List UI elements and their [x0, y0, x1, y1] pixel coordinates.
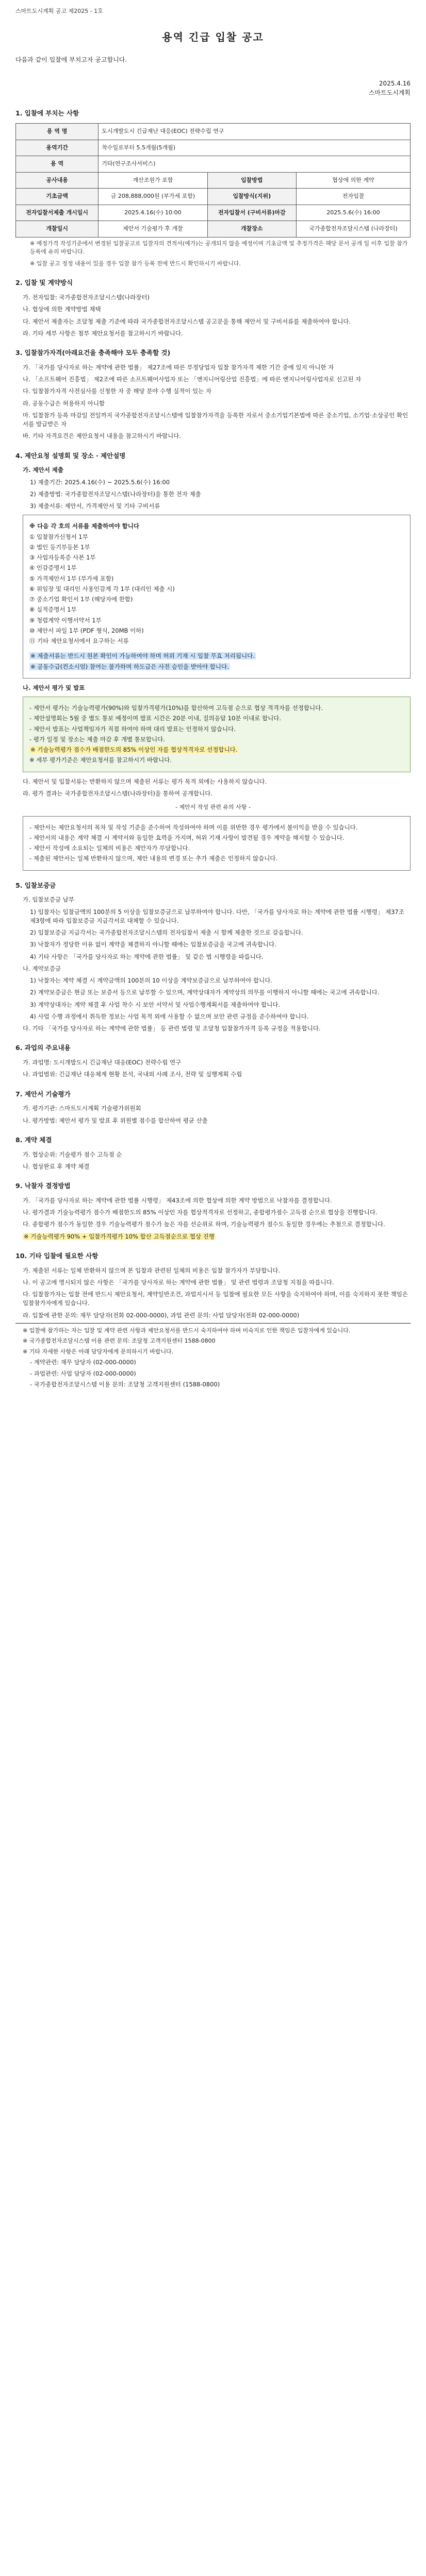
highlight-text: ※ 기술능력평가 90% + 입찰가격평가 10% 합산 고득점순으로 협상 진행 — [24, 1232, 215, 1240]
list-item: 다. 제안서 제출자는 조달청 제출 기준에 따라 국가종합전자조달시스템 공고문을 통해 제안서 및 구비서류를 제출하여야 합니다. — [23, 317, 351, 325]
box-note: ※ 세부 평가기준은 제안요청서를 참고하시기 바랍니다. — [29, 756, 172, 764]
list-item: 나. 평가방법: 제안서 평가 및 발표 후 위원별 점수를 합산하여 평균 산출 — [23, 1116, 208, 1124]
label-cell: 용 역 — [16, 156, 99, 173]
list-item: ⑩ 제안서 파일 1부 (PDF 형식, 20MB 이하) — [29, 626, 144, 634]
list-item: 2) 계약보증금은 현금 또는 보증서 등으로 납부할 수 있으며, 계약상대자가 계약상의 의무를 이행하지 아니할 때에는 국고에 귀속합니다. — [30, 989, 380, 996]
label-cell: 공사내용 — [16, 172, 99, 189]
section-8-title: 8. 계약 체결 — [15, 1136, 52, 1144]
bid-info-table — [15, 123, 411, 238]
required-documents-box — [23, 515, 411, 679]
document-number: 스마트도시계획 공고 제2025 - 1호 — [15, 8, 103, 14]
list-item: 가. 제출된 서류는 일체 반환하지 않으며 본 입찰과 관련된 일체의 비용은 입찰 참가자가 부담합니다. — [23, 1266, 281, 1274]
footer-item: ※ 기타 자세한 사항은 아래 담당자에게 문의하시기 바랍니다. — [23, 1348, 174, 1355]
value-cell: 도시개발도시 긴급재난 대응(EOC) 전략수립 연구 — [99, 124, 411, 140]
caution-title: - 제안서 작성 관련 유의 사항 - — [175, 804, 251, 810]
list-item: 3) 제출서류: 제안서, 가격제안서 및 기타 구비서류 — [30, 502, 160, 510]
list-item: 다. 종합평가 점수가 동일한 경우 기술능력평가 점수가 높은 자를 선순위로 하며, 기술능력평가 점수도 동일한 경우에는 추첨으로 결정합니다. — [23, 1221, 385, 1228]
highlight-text: ※ 제출서류는 반드시 원본 확인이 가능하여야 하며 허위 기재 시 입찰 무효 처리됩니다. — [30, 652, 255, 660]
list-item: - 제안서 평가는 기술능력평가(90%)와 입찰가격평가(10%)를 합산하여 고득점 순으로 협상 적격자를 선정합니다. — [29, 704, 323, 711]
list-item: 4) 사업 수행 과정에서 취득한 정보는 사업 목적 외에 사용할 수 없으며 보안 관련 규정을 준수하여야 합니다. — [30, 1012, 309, 1020]
value-cell: 2025.5.6(수) 16:00 — [296, 205, 410, 221]
highlight-text: ※ 공동수급(컨소시엄) 참여는 불가하며 하도급은 사전 승인을 받아야 합니다. — [30, 663, 229, 670]
list-item: 다. 제안서 및 입찰서류는 반환하지 않으며 제출된 서류는 평가 목적 외에는 사용하지 않습니다. — [23, 777, 267, 785]
value-cell: 국가종합전자조달시스템 (나라장터) — [296, 221, 410, 238]
notice-date: 2025.4.16 — [379, 79, 411, 87]
list-item: 1) 제출기간: 2025.4.16(수) ~ 2025.5.6(수) 16:00 — [30, 478, 170, 486]
box-title: ※ 다음 각 호의 서류를 제출하여야 합니다 — [29, 522, 139, 530]
value-cell: 기타(연구조사서비스) — [99, 156, 411, 173]
list-item: ⑥ 위임장 및 대리인 사용인감계 각 1부 (대리인 제출 시) — [29, 585, 175, 592]
subsection-title: 가. 제안서 제출 — [23, 466, 64, 474]
label-cell: 전자입찰서 (구비서류)마감 — [207, 205, 296, 221]
highlight-text: ※ 기술능력평가 점수가 배점한도의 85% 이상인 자를 협상적격자로 선정합니다. — [30, 746, 238, 753]
list-item: 가. 입찰보증금 납부 — [23, 896, 74, 904]
list-item: ① 입찰참가신청서 1부 — [29, 533, 88, 540]
footer-item: ※ 국가종합전자조달시스템 이용 관련 문의: 조달청 고객지원센터 1588-0800 — [23, 1337, 216, 1345]
list-item: 다. 입찰참가자는 입찰 전에 반드시 제안요청서, 계약일반조건, 과업지시서 등 입찰에 필요한 모든 사항을 숙지하여야 하며, 이를 숙지하지 못한 책임은 입찰참가자에게 있습니다. — [23, 1291, 408, 1307]
table-row — [16, 156, 411, 173]
label-cell: 입찰방식(지위) — [207, 189, 296, 205]
label-cell: 용 역 명 — [16, 124, 99, 140]
label-cell: 개찰장소 — [207, 221, 296, 238]
list-item: 나. 과업범위: 긴급재난 대응체계 현황 분석, 국내외 사례 조사, 전략 및 실행계획 수립 — [23, 1071, 242, 1078]
list-item: 다. 입찰참가자격 사전심사를 신청한 자 중 해당 분야 수행 실적이 있는 자 — [23, 387, 212, 395]
value-cell: 제안서 기술평가 후 개찰 — [99, 221, 207, 238]
list-item: ⑤ 가격제안서 1부 (부가세 포함) — [29, 574, 114, 582]
section-5-title: 5. 입찰보증금 — [15, 881, 56, 889]
list-item: 마. 입찰참가 등록 마감일 전일까지 국가종합전자조달시스템에 입찰참가자격을 등록한 자로서 중소기업기본법에 따른 중소기업, 소기업·소상공인 확인서를 발급받은 자 — [23, 411, 408, 428]
list-item: - 제안설명회는 5월 중 별도 통보 예정이며 발표 시간은 20분 이내, 질의응답 10분 이내로 합니다. — [29, 715, 282, 722]
highlight-note — [29, 663, 404, 671]
table-row — [16, 172, 411, 189]
label-cell: 개찰일시 — [16, 221, 99, 238]
table-note: ※ 입찰 공고 정정 내용이 있을 경우 입찰 참가 등록 전에 반드시 확인하시기 바랍니다. — [30, 260, 241, 267]
list-item: - 제안서는 제안요청서의 목차 및 작성 기준을 준수하여 작성하여야 하며 이를 위반한 경우 평가에서 불이익을 받을 수 있습니다. — [29, 823, 358, 831]
list-item: ③ 사업자등록증 사본 1부 — [29, 554, 96, 561]
list-item: 3) 낙찰자가 정당한 이유 없이 계약을 체결하지 아니할 때에는 입찰보증금을 국고에 귀속합니다. — [30, 941, 276, 948]
value-cell: 2025.4.16(수) 10:00 — [99, 205, 207, 221]
table-row — [16, 124, 411, 140]
notice-title: 용역 긴급 입찰 공고 — [162, 30, 264, 43]
list-item: 나. 계약보증금 — [23, 964, 61, 972]
section-6-title: 6. 과업의 주요내용 — [15, 1044, 71, 1052]
label-cell: 기초금액 — [16, 189, 99, 205]
list-item: 나. 「소프트웨어 진흥법」 제2조에 따른 소프트웨어사업자 또는 「엔지니어링산업 진흥법」에 따른 엔지니어링사업자로 신고된 자 — [23, 376, 362, 383]
list-item: - 제출된 제안서는 일체 반환하지 않으며, 제안 내용의 변경 또는 추가 제출은 인정하지 않습니다. — [29, 855, 278, 862]
list-item: 라. 평가 결과는 국가종합전자조달시스템(나라장터)을 통하여 공개합니다. — [23, 789, 212, 797]
section-3-title: 3. 입찰참가자격(아래요건을 충족해야 모두 충족할 것) — [15, 349, 171, 357]
footer-item: - 국가종합전자조달시스템 이용 문의: 조달청 고객지원센터 (1588-0800) — [30, 1380, 220, 1388]
notice-org: 스마트도시계획 — [368, 89, 411, 96]
value-cell: 금 208,888,000원 (부가세 포함) — [99, 189, 207, 205]
label-cell: 전자입찰서제출 개시일시 — [16, 205, 99, 221]
list-item: - 제안서 발표는 사업책임자가 직접 하여야 하며 대리 발표는 인정하지 않습니다. — [29, 725, 236, 733]
section-4-title: 4. 제안요청 설명회 및 장소 · 제안설명 — [15, 451, 126, 460]
caution-box — [23, 816, 411, 871]
table-row — [16, 221, 411, 238]
list-item: ⑨ 청렴계약 이행서약서 1부 — [29, 616, 102, 624]
table-row — [16, 189, 411, 205]
section-7-title: 7. 제안서 기술평가 — [15, 1090, 71, 1098]
label-cell: 용역기간 — [16, 140, 99, 156]
list-item: ⑪ 기타 제안요청서에서 요구하는 서류 — [29, 637, 129, 645]
table-note: ※ 예정가격 작성기준에서 변경된 입찰공고로 입찰자의 견적서(예가)는 공개되지 않을 예정이며 기초금액 및 추정가격은 해당 문서 공개 일 이후 입찰 참가 등록에 유의 바랍니다. — [30, 240, 408, 256]
list-item: 1) 입찰자는 입찰금액의 100분의 5 이상을 입찰보증금으로 납부하여야 합니다. 다만, 「국가를 당사자로 하는 계약에 관한 법률 시행령」 제37조 제3항에 따라 입찰보증금 지급각서로 대체할 수 있습니다. — [30, 908, 404, 924]
subsection-title: 나. 제안서 평가 및 발표 — [23, 684, 85, 691]
list-item: 라. 기타 세부 사항은 첨부 제안요청서를 참고하시기 바랍니다. — [23, 329, 183, 337]
list-item: 2) 제출방법: 국가종합전자조달시스템(나라장터)을 통한 전자 제출 — [30, 490, 201, 498]
list-item: 나. 이 공고에 명시되지 않은 사항은 「국가를 당사자로 하는 계약에 관한 법률」 및 관련 법령과 조달청 지침을 따릅니다. — [23, 1278, 334, 1286]
divider — [15, 1323, 411, 1324]
value-cell: 협상에 의한 계약 — [296, 172, 410, 189]
highlight-note — [29, 745, 404, 754]
value-cell: 착수일로부터 5.5개월(5개월) — [99, 140, 411, 156]
list-item: 4) 기타 사항은 「국가를 당사자로 하는 계약에 관한 법률」 및 같은 법 시행령을 따릅니다. — [30, 953, 264, 960]
list-item: ② 법인 등기부등본 1부 — [29, 543, 90, 551]
list-item: 가. 전자입찰: 국가종합전자조달시스템(나라장터) — [23, 294, 150, 301]
list-item: ④ 인감증명서 1부 — [29, 564, 77, 572]
table-row — [16, 140, 411, 156]
list-item: - 제안서의 내용은 계약 체결 시 계약서와 동일한 효력을 가지며, 허위 기재 사항이 발견될 경우 계약을 해지할 수 있습니다. — [29, 834, 345, 841]
section-10-title: 10. 기타 입찰에 필요한 사항 — [15, 1251, 99, 1260]
list-item: 가. 「국가를 당사자로 하는 계약에 관한 법률」 제27조에 따른 부정당업자 입찰 참가자격 제한 기간 중에 있지 아니한 자 — [23, 363, 334, 371]
value-cell: 전자입찰 — [296, 189, 410, 205]
evaluation-box — [23, 697, 411, 772]
section-2-title: 2. 입찰 및 계약방식 — [15, 279, 73, 287]
section-1-title: 1. 입찰에 부치는 사항 — [15, 109, 79, 117]
list-item: 나. 협상에 의한 계약방법 채택 — [23, 306, 101, 313]
section-9-title: 9. 낙찰자 결정방법 — [15, 1182, 71, 1190]
list-item: - 제안서 작성에 소요되는 일체의 비용은 제안자가 부담합니다. — [29, 844, 190, 852]
footer-item: - 과업관련: 사업 담당자 (02-000-0000) — [30, 1369, 136, 1377]
list-item: 1) 낙찰자는 계약 체결 시 계약금액의 100분의 10 이상을 계약보증금으로 납부하여야 합니다. — [30, 977, 272, 984]
list-item: ⑦ 중소기업 확인서 1부 (해당자에 한함) — [29, 596, 133, 603]
footer-item: ※ 입찰에 참가하는 자는 입찰 및 계약 관련 사항과 제안요청서를 반드시 숙지하여야 하며 미숙지로 인한 책임은 입찰자에게 있습니다. — [23, 1327, 351, 1334]
list-item: 나. 협상완료 후 계약 체결 — [23, 1162, 90, 1170]
list-item: 바. 기타 자격요건은 제안요청서 내용을 참고하시기 바랍니다. — [23, 432, 181, 440]
list-item: 나. 평가결과 기술능력평가 점수가 배점한도의 85% 이상인 자를 협상적격자로 선정하고, 종합평가점수 고득점 순으로 협상을 진행합니다. — [23, 1209, 378, 1216]
list-item: 다. 기타 「국가를 당사자로 하는 계약에 관한 법률」 등 관련 법령 및 조달청 입찰참가자격 등록 규정을 적용합니다. — [23, 1025, 321, 1032]
value-cell: 계산조원가 포함 — [99, 172, 207, 189]
label-cell: 입찰방법 — [207, 172, 296, 189]
list-item: 가. 협상순위: 기술평가 점수 고득점 순 — [23, 1150, 122, 1158]
list-item: - 평가 일정 및 장소는 제출 마감 후 개별 통보합니다. — [29, 735, 165, 743]
intro-text: 다음과 같이 입찰에 부치고자 공고합니다. — [15, 56, 127, 63]
table-row — [16, 205, 411, 221]
list-item: 3) 계약상대자는 계약 체결 후 사업 착수 시 보안 서약서 및 사업수행계획서를 제출하여야 합니다. — [30, 1001, 281, 1008]
list-item: 가. 「국가를 당사자로 하는 계약에 관한 법률 시행령」 제43조에 의한 협상에 의한 계약 방법으로 낙찰자를 결정합니다. — [23, 1196, 332, 1204]
footer-item: - 계약관련: 재무 담당자 (02-000-0000) — [30, 1359, 136, 1366]
list-item: ⑧ 실적증명서 1부 — [29, 606, 77, 614]
highlight-note — [23, 1232, 411, 1241]
list-item: 2) 입찰보증금 지급각서는 국가종합전자조달시스템의 전자입찰서 제출 시 함께 제출한 것으로 갈음합니다. — [30, 929, 303, 936]
list-item: 가. 평가기관: 스마트도시계획 기술평가위원회 — [23, 1105, 141, 1112]
list-item: 가. 과업명: 도시개발도시 긴급재난 대응(EOC) 전략수립 연구 — [23, 1059, 182, 1066]
list-item: 라. 공동수급은 허용하지 아니함 — [23, 399, 105, 407]
highlight-note — [29, 652, 404, 660]
list-item: 라. 입찰에 관한 문의: 재무 담당자(전화 02-000-0000), 과업 관련 문의: 사업 담당자(전화 02-000-0000) — [23, 1311, 300, 1319]
